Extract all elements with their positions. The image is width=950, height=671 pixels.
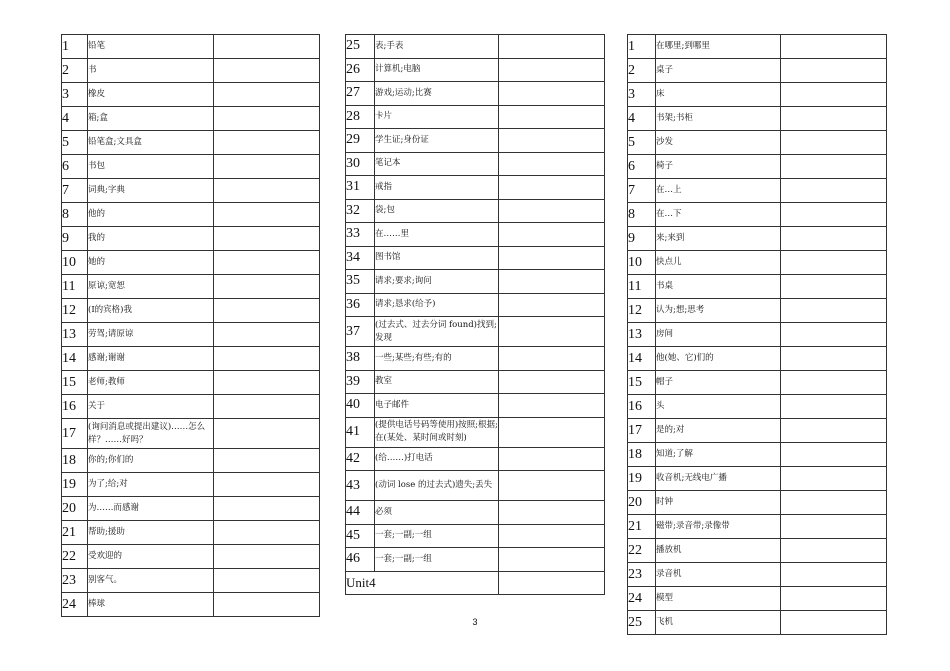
row-meaning: 你的;你们的	[88, 449, 214, 473]
row-number: 12	[62, 299, 88, 323]
row-meaning: 戒指	[375, 176, 499, 200]
answer-cell	[499, 176, 605, 200]
table-row	[346, 370, 605, 394]
answer-cell	[781, 179, 887, 203]
row-number: 2	[628, 59, 656, 83]
row-meaning: 铅笔盒;文具盒	[88, 131, 214, 155]
row-number: 19	[628, 467, 656, 491]
table-row	[628, 83, 887, 107]
table-row	[346, 417, 605, 447]
row-meaning: 请求;要求;询问	[375, 270, 499, 294]
table-row	[346, 105, 605, 129]
row-meaning: (过去式、过去分词 found)找到;发现	[375, 317, 499, 347]
answer-cell	[214, 419, 320, 449]
answer-cell	[499, 82, 605, 106]
row-meaning: 来;来到	[656, 227, 781, 251]
answer-cell	[781, 419, 887, 443]
table-row	[346, 293, 605, 317]
row-meaning: 在…上	[656, 179, 781, 203]
table-row	[62, 473, 320, 497]
answer-cell	[499, 501, 605, 525]
row-meaning: 书架;书柜	[656, 107, 781, 131]
answer-cell	[781, 587, 887, 611]
answer-cell	[214, 347, 320, 371]
row-number: 4	[62, 107, 88, 131]
row-meaning: 棒球	[88, 593, 214, 617]
row-meaning: 她的	[88, 251, 214, 275]
row-number: 10	[62, 251, 88, 275]
table-row	[628, 275, 887, 299]
row-meaning: 为……而感谢	[88, 497, 214, 521]
answer-cell	[781, 515, 887, 539]
row-number: 40	[346, 394, 375, 418]
answer-cell	[781, 491, 887, 515]
row-meaning: 袋;包	[375, 199, 499, 223]
row-meaning: 关于	[88, 395, 214, 419]
row-number: 42	[346, 447, 375, 471]
row-meaning: 是的;对	[656, 419, 781, 443]
row-number: 4	[628, 107, 656, 131]
row-meaning: 帮助;援助	[88, 521, 214, 545]
row-number: 35	[346, 270, 375, 294]
row-meaning: (给……)打电话	[375, 447, 499, 471]
row-number: 41	[346, 417, 375, 447]
table-row	[346, 58, 605, 82]
answer-cell	[214, 371, 320, 395]
row-meaning: 原谅;宽恕	[88, 275, 214, 299]
table-row	[62, 497, 320, 521]
answer-cell	[781, 155, 887, 179]
answer-cell	[781, 59, 887, 83]
row-number: 1	[62, 35, 88, 59]
table-row	[346, 347, 605, 371]
row-meaning: 教室	[375, 370, 499, 394]
row-number: 22	[62, 545, 88, 569]
answer-cell	[781, 227, 887, 251]
table-row	[628, 371, 887, 395]
table-row	[346, 524, 605, 548]
answer-cell	[781, 395, 887, 419]
answer-cell	[214, 155, 320, 179]
table-row	[628, 491, 887, 515]
row-number: 45	[346, 524, 375, 548]
table-row	[62, 449, 320, 473]
row-number: 24	[628, 587, 656, 611]
answer-cell	[214, 569, 320, 593]
row-number: Unit4	[346, 571, 499, 595]
row-number: 46	[346, 548, 375, 572]
table-row	[628, 443, 887, 467]
row-number: 15	[628, 371, 656, 395]
answer-cell	[781, 563, 887, 587]
row-meaning: 词典;字典	[88, 179, 214, 203]
table-row	[62, 155, 320, 179]
answer-cell	[214, 497, 320, 521]
answer-cell	[499, 35, 605, 59]
row-meaning: 沙发	[656, 131, 781, 155]
row-meaning: 老师;教师	[88, 371, 214, 395]
table-row	[628, 587, 887, 611]
answer-cell	[499, 270, 605, 294]
table-row	[346, 82, 605, 106]
table-row	[62, 299, 320, 323]
vocab-table-right	[627, 34, 887, 635]
answer-cell	[214, 299, 320, 323]
table-row	[628, 251, 887, 275]
row-meaning: 知道;了解	[656, 443, 781, 467]
answer-cell	[499, 370, 605, 394]
table-row	[62, 545, 320, 569]
row-meaning: 铅笔	[88, 35, 214, 59]
table-row	[628, 155, 887, 179]
row-meaning: 认为;想;思考	[656, 299, 781, 323]
answer-cell	[214, 107, 320, 131]
row-meaning: 在哪里;到哪里	[656, 35, 781, 59]
answer-cell	[214, 203, 320, 227]
table-row	[628, 323, 887, 347]
answer-cell	[214, 521, 320, 545]
row-number: 9	[628, 227, 656, 251]
row-meaning: 书桌	[656, 275, 781, 299]
row-number: 15	[62, 371, 88, 395]
table-row	[628, 299, 887, 323]
row-number: 9	[62, 227, 88, 251]
answer-cell	[499, 447, 605, 471]
table-row	[628, 107, 887, 131]
vocab-table-middle	[345, 34, 605, 595]
table-row	[628, 179, 887, 203]
row-meaning: 模型	[656, 587, 781, 611]
answer-cell	[214, 593, 320, 617]
answer-cell	[499, 417, 605, 447]
table-row	[62, 395, 320, 419]
table-row	[62, 59, 320, 83]
table-row	[628, 419, 887, 443]
table-row	[62, 569, 320, 593]
table-row	[346, 223, 605, 247]
answer-cell	[781, 323, 887, 347]
row-number: 32	[346, 199, 375, 223]
row-number: 14	[628, 347, 656, 371]
row-number: 11	[628, 275, 656, 299]
row-meaning: 一套;一副;一组	[375, 524, 499, 548]
row-number: 8	[62, 203, 88, 227]
row-meaning: 表;手表	[375, 35, 499, 59]
answer-cell	[781, 203, 887, 227]
answer-cell	[781, 251, 887, 275]
row-meaning: 别客气。	[88, 569, 214, 593]
row-number: 37	[346, 317, 375, 347]
answer-cell	[214, 59, 320, 83]
answer-cell	[499, 317, 605, 347]
row-number: 30	[346, 152, 375, 176]
row-meaning: 他(她、它)们的	[656, 347, 781, 371]
row-number: 12	[628, 299, 656, 323]
row-meaning: 录音机	[656, 563, 781, 587]
row-meaning: 头	[656, 395, 781, 419]
answer-cell	[781, 347, 887, 371]
answer-cell	[499, 152, 605, 176]
row-number: 17	[62, 419, 88, 449]
table-row	[346, 447, 605, 471]
row-number: 13	[628, 323, 656, 347]
table-row	[346, 571, 605, 595]
row-number: 11	[62, 275, 88, 299]
table-row	[346, 394, 605, 418]
table-row	[346, 317, 605, 347]
table-row	[628, 539, 887, 563]
row-meaning: 笔记本	[375, 152, 499, 176]
row-number: 23	[628, 563, 656, 587]
table-row	[346, 199, 605, 223]
row-number: 25	[346, 35, 375, 59]
row-meaning: 在…下	[656, 203, 781, 227]
row-meaning: 图书馆	[375, 246, 499, 270]
table-row	[628, 131, 887, 155]
answer-cell	[214, 179, 320, 203]
answer-cell	[781, 83, 887, 107]
table-row	[628, 563, 887, 587]
table-row	[628, 395, 887, 419]
table-row	[62, 323, 320, 347]
row-number: 33	[346, 223, 375, 247]
table-row	[346, 152, 605, 176]
answer-cell	[499, 129, 605, 153]
table-row	[62, 83, 320, 107]
row-meaning: 学生证;身份证	[375, 129, 499, 153]
row-number: 18	[62, 449, 88, 473]
row-number: 26	[346, 58, 375, 82]
row-meaning: 帽子	[656, 371, 781, 395]
row-meaning: 游戏;运动;比赛	[375, 82, 499, 106]
vocab-table-body	[346, 35, 605, 595]
table-row	[62, 347, 320, 371]
row-meaning: 桌子	[656, 59, 781, 83]
row-meaning: 橡皮	[88, 83, 214, 107]
row-number: 3	[62, 83, 88, 107]
answer-cell	[214, 131, 320, 155]
table-row	[346, 246, 605, 270]
table-row	[346, 548, 605, 572]
table-row	[62, 371, 320, 395]
row-number: 14	[62, 347, 88, 371]
row-number: 20	[62, 497, 88, 521]
answer-cell	[781, 443, 887, 467]
answer-cell	[499, 524, 605, 548]
table-row	[346, 270, 605, 294]
row-number: 34	[346, 246, 375, 270]
row-number: 17	[628, 419, 656, 443]
table-row	[628, 227, 887, 251]
row-meaning: (动词 lose 的过去式)遗失;丢失	[375, 471, 499, 501]
table-row	[62, 251, 320, 275]
answer-cell	[499, 58, 605, 82]
answer-cell	[214, 449, 320, 473]
row-number: 29	[346, 129, 375, 153]
row-meaning: (询问消息或提出建议)……怎么样？……好吗？	[88, 419, 214, 449]
row-number: 25	[628, 611, 656, 635]
row-meaning: 他的	[88, 203, 214, 227]
table-row	[62, 203, 320, 227]
answer-cell	[781, 299, 887, 323]
row-number: 18	[628, 443, 656, 467]
vocab-table-body	[62, 35, 320, 617]
table-row	[628, 347, 887, 371]
answer-cell	[781, 107, 887, 131]
answer-cell	[214, 275, 320, 299]
row-meaning: 书	[88, 59, 214, 83]
answer-cell	[499, 246, 605, 270]
answer-cell	[499, 394, 605, 418]
row-number: 28	[346, 105, 375, 129]
row-number: 8	[628, 203, 656, 227]
row-meaning: 床	[656, 83, 781, 107]
table-row	[62, 521, 320, 545]
row-meaning: 受欢迎的	[88, 545, 214, 569]
row-number: 24	[62, 593, 88, 617]
row-number: 22	[628, 539, 656, 563]
row-meaning: 一套;一副;一组	[375, 548, 499, 572]
table-row	[62, 131, 320, 155]
answer-cell	[499, 199, 605, 223]
answer-cell	[499, 223, 605, 247]
answer-cell	[781, 131, 887, 155]
page-number: 3	[472, 617, 478, 627]
row-number: 10	[628, 251, 656, 275]
row-meaning: 一些;某些;有些;有的	[375, 347, 499, 371]
answer-cell	[499, 105, 605, 129]
answer-cell	[214, 323, 320, 347]
answer-cell	[214, 395, 320, 419]
row-number: 19	[62, 473, 88, 497]
table-row	[346, 35, 605, 59]
table-row	[62, 593, 320, 617]
row-meaning: 椅子	[656, 155, 781, 179]
row-number: 38	[346, 347, 375, 371]
answer-cell	[214, 83, 320, 107]
answer-cell	[781, 539, 887, 563]
answer-cell	[214, 473, 320, 497]
row-number: 7	[628, 179, 656, 203]
answer-cell	[214, 35, 320, 59]
row-number: 43	[346, 471, 375, 501]
row-number: 5	[628, 131, 656, 155]
row-meaning: 电子邮件	[375, 394, 499, 418]
answer-cell	[214, 251, 320, 275]
answer-cell	[214, 227, 320, 251]
row-number: 21	[62, 521, 88, 545]
table-row	[62, 275, 320, 299]
row-number: 2	[62, 59, 88, 83]
row-meaning: 为了;给;对	[88, 473, 214, 497]
table-row	[62, 227, 320, 251]
row-meaning: 计算机;电脑	[375, 58, 499, 82]
row-meaning: 劳驾;请原谅	[88, 323, 214, 347]
answer-cell	[781, 467, 887, 491]
row-meaning: 房间	[656, 323, 781, 347]
row-meaning: 时钟	[656, 491, 781, 515]
row-meaning: 飞机	[656, 611, 781, 635]
answer-cell	[499, 347, 605, 371]
answer-cell	[214, 545, 320, 569]
row-number: 31	[346, 176, 375, 200]
row-number: 20	[628, 491, 656, 515]
row-number: 21	[628, 515, 656, 539]
table-row	[62, 35, 320, 59]
row-meaning: 感谢;谢谢	[88, 347, 214, 371]
row-number: 3	[628, 83, 656, 107]
row-number: 27	[346, 82, 375, 106]
row-meaning: 收音机;无线电广播	[656, 467, 781, 491]
row-number: 23	[62, 569, 88, 593]
table-row	[346, 176, 605, 200]
table-row	[628, 467, 887, 491]
row-meaning: 我的	[88, 227, 214, 251]
answer-cell	[499, 471, 605, 501]
answer-cell	[499, 571, 605, 595]
answer-cell	[499, 548, 605, 572]
row-meaning: 箱;盒	[88, 107, 214, 131]
row-meaning: 磁带;录音带;录像带	[656, 515, 781, 539]
vocab-table-body	[628, 35, 887, 635]
row-meaning: (提供电话号码等使用)按照;根据;在(某处、某时间或时刻)	[375, 417, 499, 447]
table-row	[62, 107, 320, 131]
row-meaning: 必须	[375, 501, 499, 525]
table-row	[628, 59, 887, 83]
answer-cell	[781, 35, 887, 59]
answer-cell	[781, 371, 887, 395]
row-number: 16	[628, 395, 656, 419]
row-number: 44	[346, 501, 375, 525]
row-meaning: 请求;恳求(给予)	[375, 293, 499, 317]
row-number: 39	[346, 370, 375, 394]
table-row	[346, 129, 605, 153]
row-meaning: 卡片	[375, 105, 499, 129]
row-number: 16	[62, 395, 88, 419]
row-number: 5	[62, 131, 88, 155]
answer-cell	[499, 293, 605, 317]
row-meaning: 快点儿	[656, 251, 781, 275]
table-row	[62, 419, 320, 449]
row-number: 6	[62, 155, 88, 179]
table-row	[346, 471, 605, 501]
row-meaning: (I的宾格)我	[88, 299, 214, 323]
table-row	[628, 35, 887, 59]
row-number: 1	[628, 35, 656, 59]
row-number: 13	[62, 323, 88, 347]
table-row	[628, 203, 887, 227]
table-row	[346, 501, 605, 525]
table-row	[62, 179, 320, 203]
row-number: 7	[62, 179, 88, 203]
row-meaning: 书包	[88, 155, 214, 179]
row-number: 6	[628, 155, 656, 179]
row-meaning: 播放机	[656, 539, 781, 563]
vocab-table-left	[61, 34, 320, 617]
answer-cell	[781, 275, 887, 299]
row-meaning: 在……里	[375, 223, 499, 247]
table-row	[628, 515, 887, 539]
row-number: 36	[346, 293, 375, 317]
